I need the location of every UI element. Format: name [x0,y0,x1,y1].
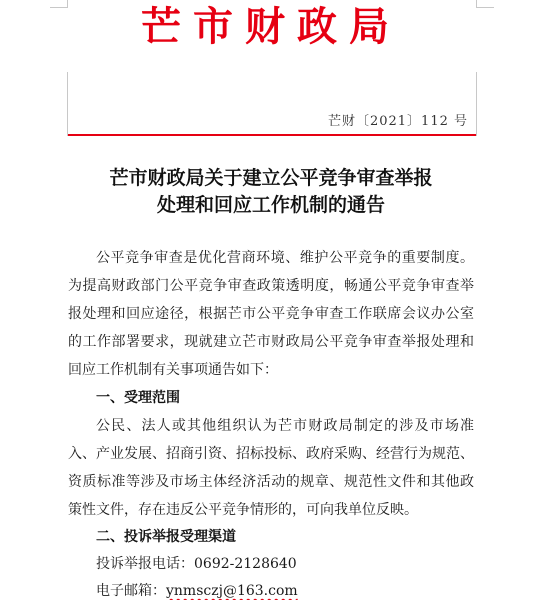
org-header-title: 芒市财政局 [141,3,401,50]
intro-line-3: 报处理和回应途径，根据芒市公平竞争审查工作联席会议办公室 [68,306,474,322]
notice-title-line-1: 芒市财政局关于建立公平竞争审查举报 [109,167,433,189]
email-line [96,580,298,600]
notice-title-line-2: 处理和回应工作机制的通告 [156,194,385,216]
section-2-heading: 二、投诉举报受理渠道 [96,529,236,545]
phone-number: 0692-2128640 [194,556,297,572]
margin-line-right [476,72,477,136]
intro-line-4: 的工作部署要求，现就建立芒市财政局公平竞争审查举报处理和 [68,334,474,350]
section-1-heading: 一、受理范围 [96,390,180,406]
intro-line-2: 为提高财政部门公平竞争审查政策透明度，畅通公平竞争审查举 [68,278,474,294]
section-1-line-1: 公民、法人或其他组织认为芒市财政局制定的涉及市场准 [96,418,474,434]
document-number: 芒财〔2021〕112 号 [327,114,468,129]
email-address[interactable]: ynmsczj@163.com [166,583,298,599]
phone-label: 投诉举报电话： [96,556,194,572]
intro-line-1: 公平竞争审查是优化营商环境、维护公平竞争的重要制度。 [96,250,474,266]
phone-line [96,553,297,573]
email-label: 电子邮箱： [96,583,166,599]
section-1-line-2: 入、产业发展、招商引资、招标投标、政府采购、经营行为规范、 [68,446,474,462]
intro-line-5: 回应工作机制有关事项通告如下： [68,362,278,378]
header-red-divider [68,134,476,136]
margin-line-left [67,72,68,136]
section-1-line-4: 策性文件，存在违反公平竞争情形的，可向我单位反映。 [68,502,418,518]
section-1-line-3: 资质标准等涉及市场主体经济活动的规章、规范性文件和其他政 [68,474,474,490]
